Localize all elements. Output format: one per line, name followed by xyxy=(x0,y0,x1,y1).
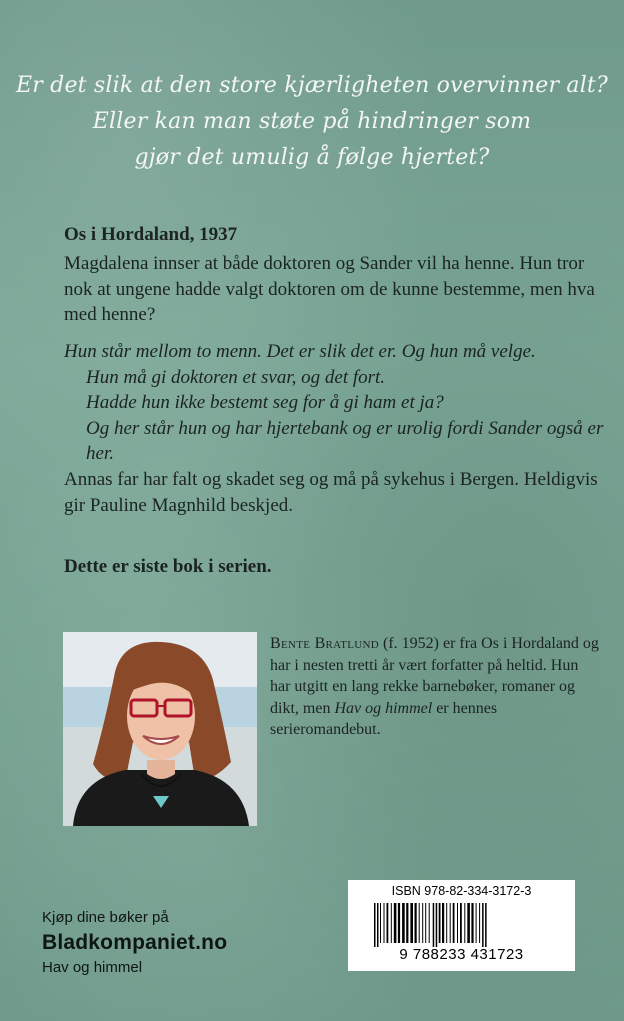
barcode-digits: 9 788233 431723 xyxy=(399,946,524,963)
tagline xyxy=(0,68,624,176)
author-photo xyxy=(63,632,257,826)
publisher-website: Bladkompaniet.no xyxy=(42,931,228,954)
italic-line: Hun står mellom to menn. Det er slik det er. Og hun må velge. xyxy=(64,341,536,362)
italic-line: Og her står hun og har hjertebank og er urolig fordi Sander også er her. xyxy=(86,417,604,464)
author-name: Bente Bratlund xyxy=(270,635,379,652)
promo-line-1: Kjøp dine bøker på xyxy=(42,909,169,926)
blurb-italic-passage xyxy=(64,339,604,467)
bio-text: (f. 1952) er fra Os i Hordaland og har i nesten tretti år vært forfatter på heltid. Hun har utgitt en lang rekke barnebøker, romaner og dikt, men xyxy=(270,635,599,717)
barcode-bars xyxy=(362,903,561,947)
series-name: Hav og himmel xyxy=(42,959,143,976)
publisher-promo xyxy=(42,908,227,978)
italic-line: Hadde hun ikke bestemt seg for å gi ham et ja? xyxy=(86,392,444,413)
setting-heading: Os i Hordaland, 1937 xyxy=(64,224,238,245)
bio-text-end: er hennes serieromandebut. xyxy=(270,699,498,738)
series-final-note: Dette er siste bok i serien. xyxy=(64,556,272,577)
isbn-label: ISBN 978-82-334-3172-3 xyxy=(391,884,532,898)
blurb-paragraph-1: Magdalena innser at både doktoren og Sander vil ha henne. Hun tror nok at ungene hadde valgt doktoren om de kunne bestemme, men hva med henne? xyxy=(64,253,595,325)
author-bio xyxy=(270,633,600,741)
tagline-line-2: Eller kan man støte på hindringer som xyxy=(92,109,532,134)
series-title: Hav og himmel xyxy=(334,699,433,717)
italic-line: Hun må gi doktoren et svar, og det fort. xyxy=(86,366,386,388)
tagline-line-3: gjør det umulig å følge hjertet? xyxy=(134,145,490,170)
tagline-line-1: Er det slik at den store kjærligheten overvinner alt? xyxy=(16,73,608,98)
blurb-paragraph-3: Annas far har falt og skadet seg og må på sykehus i Bergen. Heldigvis gir Pauline Magnhild beskjed. xyxy=(64,469,598,516)
isbn-barcode xyxy=(348,880,575,971)
